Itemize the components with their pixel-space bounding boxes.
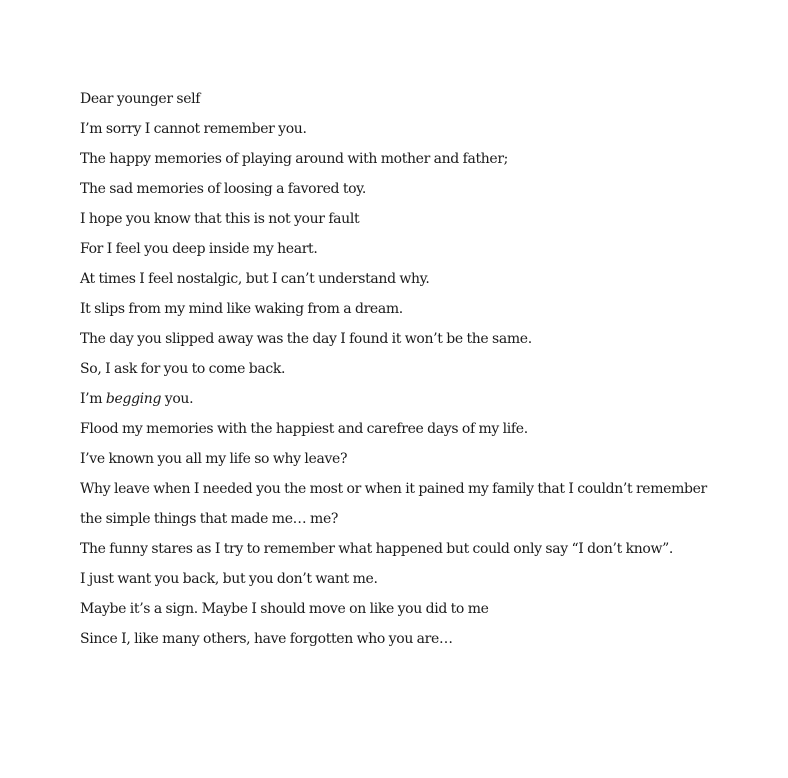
begging-prefix: I’m (80, 391, 106, 407)
poem-line: For I feel you deep inside my heart. (80, 241, 318, 257)
poem-line: I hope you know that this is not your fault (80, 211, 360, 227)
poem-body (80, 84, 720, 654)
poem-line: I’m sorry I cannot remember you. (80, 121, 307, 137)
poem-line: The happy memories of playing around with mother and father; (80, 151, 509, 167)
poem-line: Since I, like many others, have forgotten who you are… (80, 631, 453, 647)
poem-line: Why leave when I needed you the most or when it pained my family that I couldn’t remember the simple things that made me… me? (80, 481, 707, 527)
begging-suffix: you. (161, 391, 194, 407)
poem-line: Maybe it’s a sign. Maybe I should move on like you did to me (80, 601, 489, 617)
begging-emphasis: begging (105, 391, 162, 407)
poem-line: I just want you back, but you don’t want me. (80, 571, 378, 587)
poem-line: At times I feel nostalgic, but I can’t understand why. (80, 271, 430, 287)
poem-line: Flood my memories with the happiest and carefree days of my life. (80, 421, 528, 437)
poem-line: The sad memories of loosing a favored toy. (80, 181, 366, 197)
poem-line: I’ve known you all my life so why leave? (80, 451, 348, 467)
poem-line: The day you slipped away was the day I found it won’t be the same. (80, 331, 532, 347)
poem-line: So, I ask for you to come back. (80, 361, 286, 377)
poem-line-begging (80, 384, 720, 414)
poem-title: Dear younger self (80, 91, 201, 107)
poem-line: It slips from my mind like waking from a dream. (80, 301, 403, 317)
poem-line: The funny stares as I try to remember what happened but could only say “I don’t know”. (80, 541, 674, 557)
